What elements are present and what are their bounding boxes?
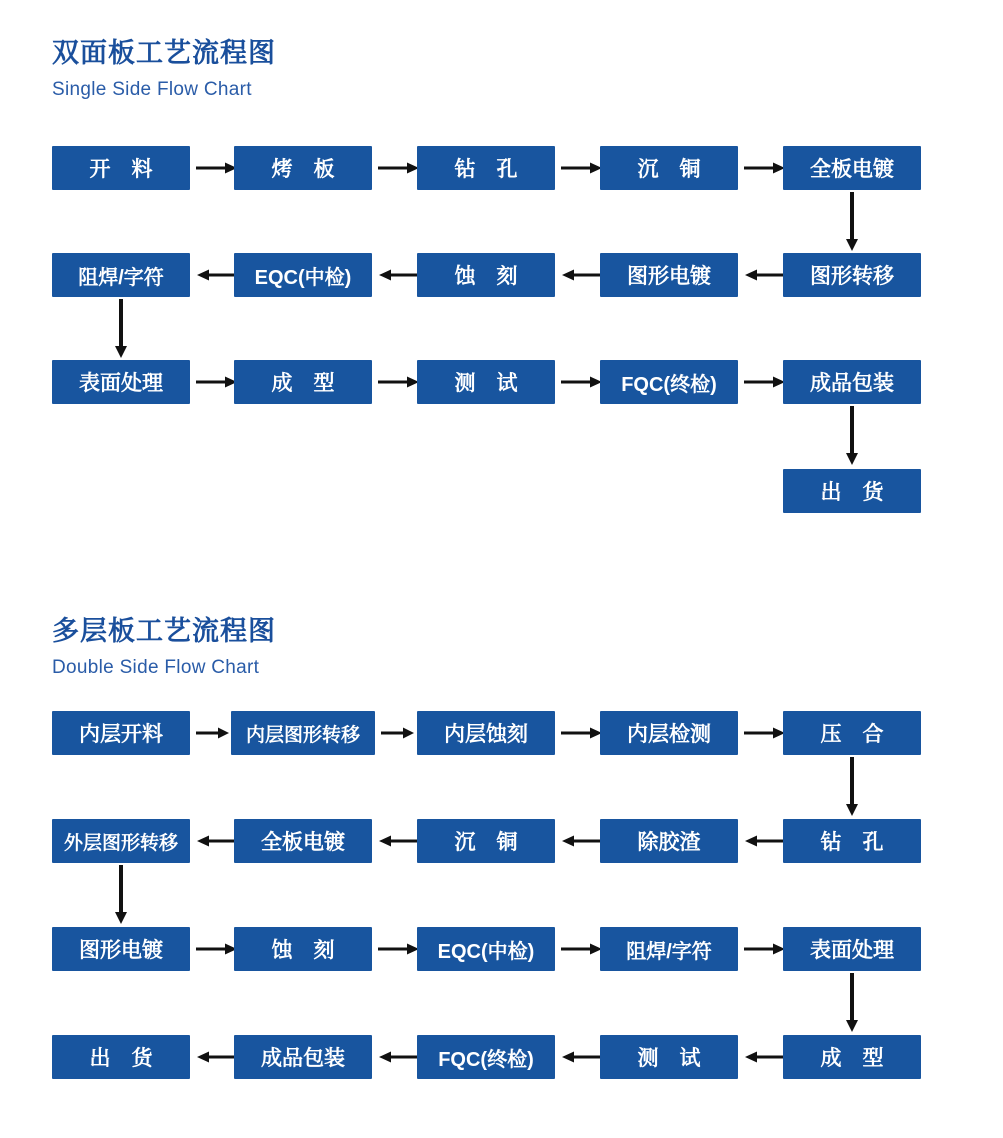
arrow-right-icon <box>744 162 786 174</box>
flow-step-box[interactable] <box>52 253 190 297</box>
flow-step-box[interactable] <box>231 711 375 755</box>
flow-step-label: 阻焊/字符 <box>626 940 712 963</box>
arrow-right-icon <box>744 376 786 388</box>
arrow-left-icon <box>378 1051 420 1063</box>
flow-step-label: 图形转移 <box>810 265 894 288</box>
section-title-cn: 双面板工艺流程图 <box>52 38 276 68</box>
flow-step-label: 图形电镀 <box>79 939 163 962</box>
flow-step-label: 图形电镀 <box>627 265 711 288</box>
flow-step-box[interactable] <box>783 819 921 863</box>
flow-step-box[interactable] <box>783 146 921 190</box>
arrow-right-icon <box>196 727 230 739</box>
flow-step-box[interactable] <box>417 711 555 755</box>
arrow-right-icon <box>744 943 786 955</box>
flow-step-box[interactable] <box>417 1035 555 1079</box>
arrow-left-icon <box>378 835 420 847</box>
flow-step-box[interactable] <box>417 360 555 404</box>
flow-step-box[interactable] <box>417 253 555 297</box>
flow-step-label: 沉 铜 <box>637 158 701 181</box>
arrow-right-icon <box>744 727 786 739</box>
arrow-left-icon <box>561 269 603 281</box>
flow-step-label: 内层检测 <box>627 723 711 746</box>
flow-step-box[interactable] <box>234 253 372 297</box>
arrow-right-icon <box>561 943 603 955</box>
flow-step-box[interactable] <box>600 253 738 297</box>
arrow-left-icon <box>744 835 786 847</box>
arrow-left-icon <box>196 269 238 281</box>
flow-step-label: FQC(终检) <box>621 373 717 396</box>
flow-step-box[interactable] <box>783 711 921 755</box>
flow-step-box[interactable] <box>783 360 921 404</box>
flow-step-box[interactable] <box>234 927 372 971</box>
arrow-left-icon <box>196 835 238 847</box>
flow-step-box[interactable] <box>234 360 372 404</box>
flow-step-label: 测 试 <box>454 372 518 395</box>
arrow-left-icon <box>744 269 786 281</box>
arrow-right-icon <box>561 376 603 388</box>
flow-step-box[interactable] <box>600 711 738 755</box>
flow-step-box[interactable] <box>234 146 372 190</box>
flow-step-label: EQC(中检) <box>437 940 535 963</box>
arrow-left-icon <box>378 269 420 281</box>
flow-step-box[interactable] <box>600 146 738 190</box>
flow-step-box[interactable] <box>234 819 372 863</box>
section-title-en: Single Side Flow Chart <box>52 79 252 100</box>
flow-step-label: 成品包装 <box>810 372 894 395</box>
flow-step-box[interactable] <box>52 360 190 404</box>
flow-step-label: 全板电镀 <box>810 158 894 181</box>
flow-step-box[interactable] <box>234 1035 372 1079</box>
arrow-right-icon <box>561 727 603 739</box>
flow-step-box[interactable] <box>600 360 738 404</box>
flow-step-label: 蚀 刻 <box>271 939 335 962</box>
arrow-left-icon <box>561 835 603 847</box>
arrow-right-icon <box>196 943 238 955</box>
arrow-down-icon <box>846 406 858 466</box>
flow-step-label: 除胶渣 <box>637 831 701 854</box>
arrow-right-icon <box>196 376 238 388</box>
flow-step-label: 成 型 <box>271 372 335 395</box>
flow-step-box[interactable] <box>600 1035 738 1079</box>
flow-step-box[interactable] <box>417 819 555 863</box>
arrow-left-icon <box>561 1051 603 1063</box>
flow-step-label: 内层开料 <box>79 723 163 746</box>
flow-step-box[interactable] <box>783 253 921 297</box>
flow-step-label: 成品包装 <box>261 1047 345 1070</box>
flow-step-box[interactable] <box>600 927 738 971</box>
flow-step-label: 全板电镀 <box>261 831 345 854</box>
flow-step-label: 烤 板 <box>271 158 335 181</box>
flow-step-label: 内层图形转移 <box>245 724 360 746</box>
flow-step-label: 开 料 <box>89 158 153 181</box>
arrow-left-icon <box>196 1051 238 1063</box>
flow-step-box[interactable] <box>783 469 921 513</box>
flow-step-box[interactable] <box>600 819 738 863</box>
arrow-right-icon <box>378 162 420 174</box>
flow-step-label: 阻焊/字符 <box>78 266 164 289</box>
flow-step-label: 钻 孔 <box>454 158 518 181</box>
arrow-down-icon <box>846 757 858 817</box>
flow-step-label: 内层蚀刻 <box>444 723 528 746</box>
flow-step-box[interactable] <box>417 927 555 971</box>
arrow-right-icon <box>561 162 603 174</box>
section-title-en: Double Side Flow Chart <box>52 657 260 678</box>
flow-step-label: 出 货 <box>820 481 884 504</box>
flow-step-label: 成 型 <box>820 1047 884 1070</box>
arrow-right-icon <box>196 162 238 174</box>
flow-step-label: 测 试 <box>637 1047 701 1070</box>
arrow-down-icon <box>846 973 858 1033</box>
flow-step-box[interactable] <box>52 1035 190 1079</box>
arrow-down-icon <box>846 192 858 252</box>
arrow-right-icon <box>381 727 415 739</box>
flow-step-box[interactable] <box>52 146 190 190</box>
section-title-cn: 多层板工艺流程图 <box>52 616 276 646</box>
arrow-right-icon <box>378 376 420 388</box>
flow-step-label: EQC(中检) <box>254 266 352 289</box>
flow-step-label: 表面处理 <box>79 372 163 395</box>
flow-step-box[interactable] <box>52 711 190 755</box>
flow-step-label: 表面处理 <box>810 939 894 962</box>
flow-step-box[interactable] <box>783 927 921 971</box>
arrow-down-icon <box>115 865 127 925</box>
flow-step-label: 压 合 <box>820 723 884 746</box>
arrow-left-icon <box>744 1051 786 1063</box>
flow-step-label: 钻 孔 <box>820 831 884 854</box>
flow-step-label: 外层图形转移 <box>63 832 178 854</box>
flow-step-label: 出 货 <box>89 1047 153 1070</box>
flow-step-label: 沉 铜 <box>454 831 518 854</box>
flow-step-box[interactable] <box>52 819 190 863</box>
flow-step-box[interactable] <box>783 1035 921 1079</box>
arrow-right-icon <box>378 943 420 955</box>
flow-step-label: FQC(终检) <box>438 1048 534 1071</box>
flow-step-label: 蚀 刻 <box>454 265 518 288</box>
arrow-down-icon <box>115 299 127 359</box>
flow-step-box[interactable] <box>52 927 190 971</box>
flow-step-box[interactable] <box>417 146 555 190</box>
